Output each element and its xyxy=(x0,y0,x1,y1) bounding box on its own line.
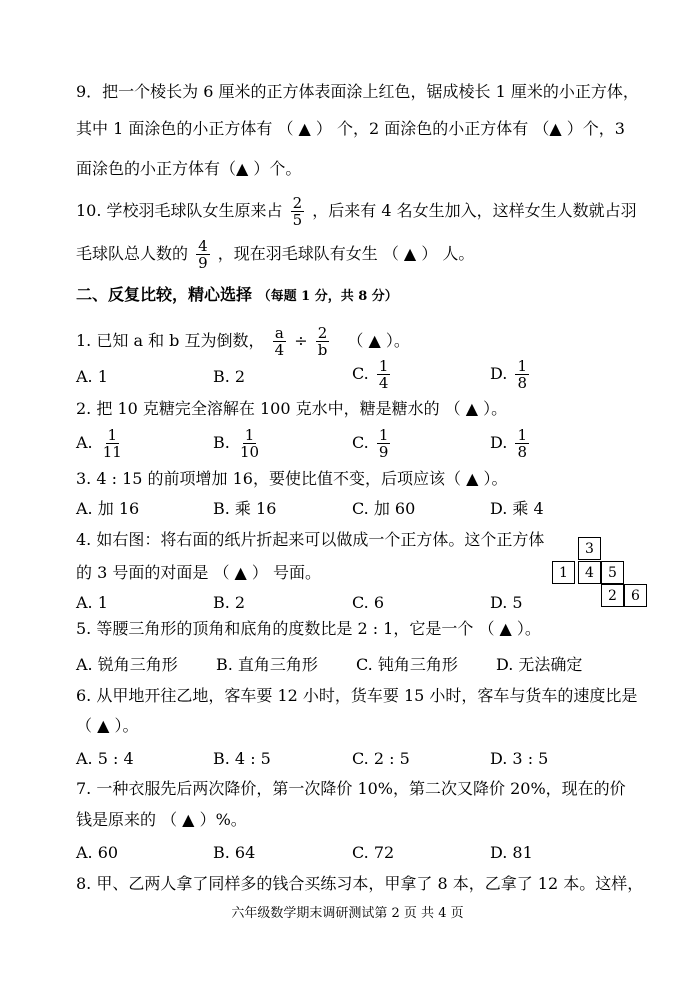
s3-question: 3. 4 : 15 的前项增加 16，要使比值不变，后项应该（ ▲ ）。 xyxy=(76,469,508,488)
fraction-denominator: 5 xyxy=(292,211,303,229)
section-heading: 二、反复比较，精心选择 xyxy=(76,285,253,304)
fraction-numerator: 1 xyxy=(378,357,389,375)
fraction-numerator: 1 xyxy=(244,426,255,444)
cube-face: 2 xyxy=(601,584,624,607)
fraction-denominator: 4 xyxy=(274,341,285,359)
fraction-one-eighth xyxy=(515,427,529,460)
s1-question xyxy=(76,325,410,358)
s3-option-d: D. 乘 4 xyxy=(490,499,544,518)
s1-option-d xyxy=(490,358,532,391)
option-letter: D. xyxy=(490,433,508,452)
s2-question: 2. 把 10 克糖完全溶解在 100 克水中，糖是糖水的 （ ▲ ）。 xyxy=(76,399,508,418)
s7-option-d: D. 81 xyxy=(490,843,533,862)
q9-line3: 面涂色的小正方体有（▲ ）个。 xyxy=(76,159,302,178)
fraction-2-over-b xyxy=(316,325,330,358)
option-letter: A. xyxy=(76,433,93,452)
section-title xyxy=(76,285,398,307)
fraction-denominator: b xyxy=(317,341,328,359)
s1-option-c xyxy=(352,358,393,391)
fraction-numerator: 1 xyxy=(107,426,118,444)
s6-line1: 6. 从甲地开往乙地，客车要 12 小时，货车要 15 小时，客车与货车的速度比是 xyxy=(76,686,638,705)
fraction-numerator: 4 xyxy=(198,237,208,255)
s5-option-a: A. 锐角三角形 xyxy=(76,655,178,674)
s5-option-c: C. 钝角三角形 xyxy=(356,655,458,674)
s8-line1: 8. 甲、乙两人拿了同样多的钱合买练习本，甲拿了 8 本，乙拿了 12 本。这样， xyxy=(76,874,644,893)
s2-option-d xyxy=(490,427,532,460)
s6-option-d: D. 3 : 5 xyxy=(490,749,549,768)
division-sign: ÷ xyxy=(294,331,308,350)
s2-option-a xyxy=(76,427,127,460)
s4-line1: 4. 如右图：将右面的纸片折起来可以做成一个正方体。这个正方体 xyxy=(76,530,545,549)
s6-option-b: B. 4 : 5 xyxy=(213,749,271,768)
s3-option-a: A. 加 16 xyxy=(76,499,140,518)
s1-option-a: A. 1 xyxy=(76,367,108,386)
s4-option-b: B. 2 xyxy=(213,593,246,612)
fraction-four-ninths xyxy=(196,238,210,271)
fraction-numerator: 2 xyxy=(317,324,328,342)
s7-option-c: C. 72 xyxy=(352,843,395,862)
s4-line2: 的 3 号面的对面是 （ ▲ ） 号面。 xyxy=(76,563,322,582)
s1-option-b: B. 2 xyxy=(213,367,246,386)
fraction-a-over-4 xyxy=(273,325,287,358)
fraction-numerator: a xyxy=(274,324,284,342)
fraction-numerator: 1 xyxy=(517,357,527,375)
cube-net-figure xyxy=(552,537,652,609)
s1-answer-blank: （ ▲ ）。 xyxy=(347,331,410,350)
fraction-denominator: 10 xyxy=(239,443,260,461)
option-letter: B. xyxy=(213,433,230,452)
s5-question: 5. 等腰三角形的顶角和底角的度数比是 2 : 1，它是一个 （ ▲ ）。 xyxy=(76,619,541,638)
s3-option-b: B. 乘 16 xyxy=(213,499,277,518)
s7-option-a: A. 60 xyxy=(76,843,119,862)
s4-option-a: A. 1 xyxy=(76,593,108,612)
fraction-one-tenth xyxy=(238,427,261,460)
q10-text-c: 毛球队总人数的 xyxy=(76,244,189,263)
fraction-denominator: 8 xyxy=(517,443,527,461)
fraction-numerator: 1 xyxy=(517,426,527,444)
s5-option-b: B. 直角三角形 xyxy=(216,655,318,674)
q10-text-b: ，后来有 4 名女生加入，这样女生人数就占羽 xyxy=(312,201,637,220)
fraction-one-ninth xyxy=(377,427,391,460)
fraction-two-fifths xyxy=(291,195,305,228)
cube-face: 5 xyxy=(601,561,624,584)
s4-option-c: C. 6 xyxy=(352,593,385,612)
s2-option-c xyxy=(352,427,393,460)
q9-line2: 其中 1 面涂色的小正方体有 （ ▲ ） 个，2 面涂色的小正方体有 （▲ ）个，3 xyxy=(76,119,625,138)
q10-text-d: ，现在羽毛球队有女生 （ ▲ ） 人。 xyxy=(217,244,475,263)
fraction-one-eleventh xyxy=(101,427,124,460)
s7-line1: 7. 一种衣服先后两次降价，第一次降价 10%，第二次又降价 20%，现在的价 xyxy=(76,779,626,798)
fraction-denominator: 11 xyxy=(102,443,122,461)
page-footer: 六年级数学期末调研测试第 2 页 共 4 页 xyxy=(231,906,464,921)
s7-option-b: B. 64 xyxy=(213,843,256,862)
s6-option-c: C. 2 : 5 xyxy=(352,749,410,768)
option-letter: D. xyxy=(490,364,508,383)
s6-option-a: A. 5 : 4 xyxy=(76,749,134,768)
cube-face: 3 xyxy=(578,537,601,560)
fraction-numerator: 1 xyxy=(378,426,389,444)
s2-option-b xyxy=(213,427,264,460)
fraction-one-fourth xyxy=(377,358,391,391)
s7-line2: 钱是原来的 （ ▲ ）%。 xyxy=(76,810,247,829)
fraction-denominator: 9 xyxy=(198,254,208,272)
fraction-denominator: 8 xyxy=(517,374,527,392)
q9-line1: 9．把一个棱长为 6 厘米的正方体表面涂上红色，锯成棱长 1 厘米的小正方体， xyxy=(76,82,639,101)
s1-text: 1. 已知 a 和 b 互为倒数， xyxy=(76,331,265,350)
cube-face: 4 xyxy=(578,561,601,584)
option-letter: C. xyxy=(352,433,369,452)
fraction-denominator: 4 xyxy=(378,374,389,392)
option-letter: C. xyxy=(352,364,369,383)
fraction-denominator: 9 xyxy=(378,443,389,461)
s4-option-d: D. 5 xyxy=(490,593,523,612)
fraction-numerator: 2 xyxy=(292,194,303,212)
cube-face: 6 xyxy=(624,584,647,607)
s6-line2: （ ▲ ）。 xyxy=(76,716,139,735)
s5-option-d: D. 无法确定 xyxy=(496,655,583,674)
q10-text-a: 10. 学校羽毛球队女生原来占 xyxy=(76,201,283,220)
s3-option-c: C. 加 60 xyxy=(352,499,416,518)
fraction-one-eighth xyxy=(515,358,529,391)
q10-line2 xyxy=(76,238,474,271)
cube-face: 1 xyxy=(552,561,575,584)
section-scoring-note: （每题 1 分，共 8 分） xyxy=(257,289,398,304)
q10-line1 xyxy=(76,195,637,228)
